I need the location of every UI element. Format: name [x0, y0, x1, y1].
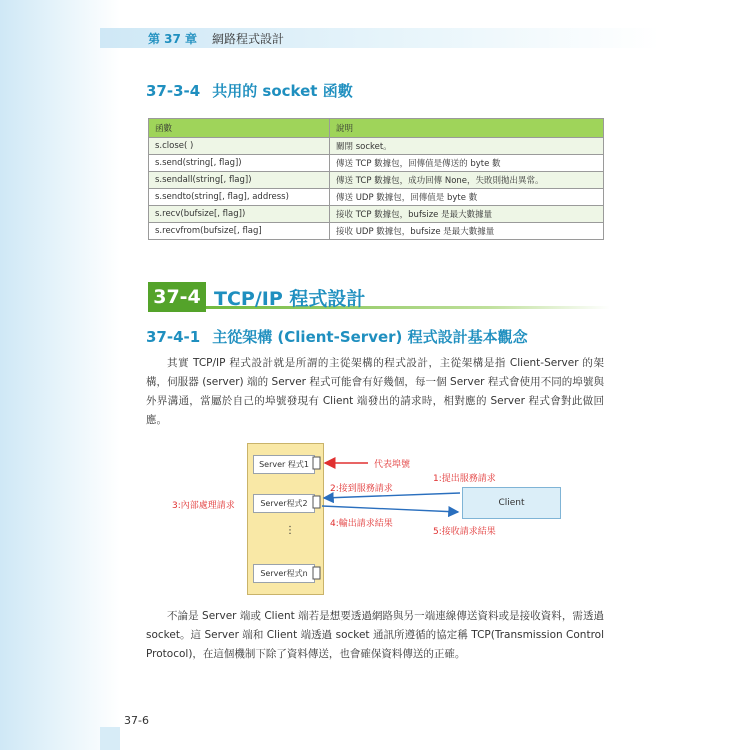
intro-paragraph: 其實 TCP/IP 程式設計就是所謂的主從架構的程式設計，主從架構是指 Client-Server 的架構，伺服器 (server) 端的 Server 程式可能會有好幾個，每一個 Server 程式會使用不同的埠號與外界溝通，當屬於自己的埠號發現有 Client 端發出的請求時，相對應的 Server 程式會對此做回應。 — [146, 357, 604, 426]
chapter-title: 網路程式設計 — [212, 32, 285, 46]
page-number: 37-6 — [124, 714, 149, 727]
table-cell-description: 接收 UDP 數據包，bufsize 是最大數據量 — [330, 223, 604, 240]
chapter-number: 第 37 章 — [148, 32, 198, 46]
port-marker-2 — [313, 496, 320, 508]
table-header-description: 說明 — [330, 119, 604, 138]
response-arrow — [322, 506, 458, 512]
table-cell-function: s.close( ) — [149, 138, 330, 155]
section-title: TCP/IP 程式設計 — [214, 288, 366, 310]
table-cell-description: 關閉 socket。 — [330, 138, 604, 155]
table-cell-description: 接收 TCP 數據包，bufsize 是最大數據量 — [330, 206, 604, 223]
server-program-1-box: Server 程式1 — [253, 455, 315, 474]
socket-paragraph: 不論是 Server 端或 Client 端若是想要透過網路與另一端連線傳送資料或是接收資料，需透過 socket。這 Server 端和 Client 端透過 socket 通訊所遵循的協定稱 TCP(Transmission Control Protocol)，在這個機制下除了資料傳送，也會確保資料傳送的正確。 — [146, 610, 604, 660]
table-cell-description: 傳送 TCP 數據包，回傳值是傳送的 byte 數 — [330, 155, 604, 172]
label-receive: 2:接到服務請求 — [330, 484, 393, 494]
server-program-2-box: Server程式2 — [253, 494, 315, 513]
table-cell-description: 傳送 TCP 數據包，成功回傳 None，失敗則拋出異常。 — [330, 172, 604, 189]
label-output: 4:輸出請求結果 — [330, 519, 393, 529]
table-cell-function: s.sendall(string[, flag]) — [149, 172, 330, 189]
port-marker-n — [313, 567, 320, 579]
label-internal: 3:內部處理請求 — [172, 501, 235, 511]
client-box: Client — [462, 487, 561, 519]
subsection-title: 主從架構 (Client-Server) 程式設計基本觀念 — [212, 328, 528, 346]
table-cell-function: s.recvfrom(bufsize[, flag] — [149, 223, 330, 240]
subsection-number: 37-3-4 — [146, 82, 201, 100]
table-cell-function: s.send(string[, flag]) — [149, 155, 330, 172]
table-cell-function: s.recv(bufsize[, flag]) — [149, 206, 330, 223]
table-header-function: 函數 — [149, 119, 330, 138]
server-program-n-box: Server程式n — [253, 564, 315, 583]
ellipsis-vertical: ⋮ — [285, 525, 295, 536]
label-port: 代表埠號 — [374, 460, 411, 470]
page-tab-strip — [100, 727, 120, 750]
subsection-title: 共用的 socket 函數 — [212, 82, 353, 100]
label-request: 1:提出服務請求 — [433, 474, 496, 484]
table-cell-function: s.sendto(string[, flag], address) — [149, 189, 330, 206]
label-result: 5:接收請求結果 — [433, 527, 496, 537]
table-cell-description: 傳送 UDP 數據包，回傳值是 byte 數 — [330, 189, 604, 206]
section-number-badge: 37-4 — [148, 282, 206, 312]
subsection-number: 37-4-1 — [146, 328, 201, 346]
port-marker-1 — [313, 457, 320, 469]
